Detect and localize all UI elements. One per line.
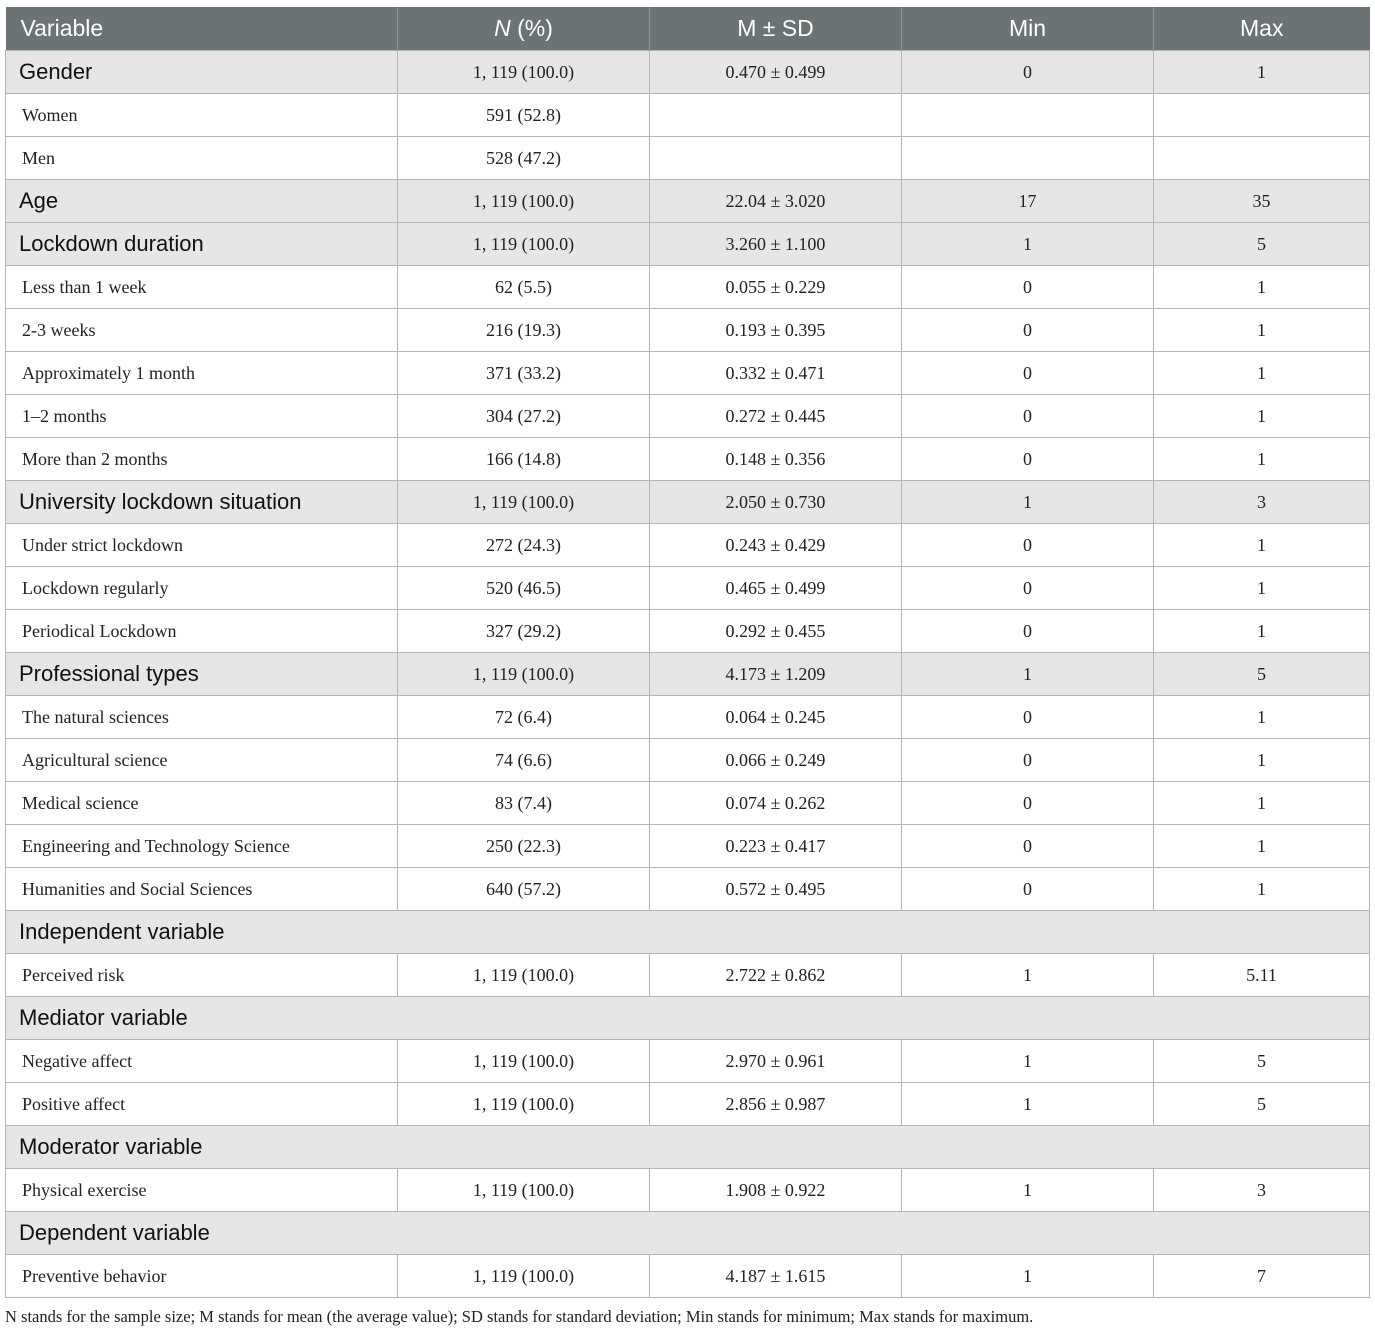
cell-max: 5 [1154,653,1370,696]
cell-max: 1 [1154,309,1370,352]
cell-min: 1 [902,1040,1154,1083]
cell-min: 0 [902,825,1154,868]
cell-mean-sd: 2.722 ± 0.862 [650,954,902,997]
cell-mean-sd: 0.223 ± 0.417 [650,825,902,868]
cell-mean-sd: 4.173 ± 1.209 [650,653,902,696]
cell-mean-sd: 2.050 ± 0.730 [650,481,902,524]
section-label: Moderator variable [6,1126,1370,1169]
cell-n-percent: 1, 119 (100.0) [398,1040,650,1083]
cell-max [1154,137,1370,180]
cell-mean-sd: 2.856 ± 0.987 [650,1083,902,1126]
cell-max: 35 [1154,180,1370,223]
cell-min: 0 [902,782,1154,825]
cell-n-percent: 83 (7.4) [398,782,650,825]
group-row [6,180,1370,223]
cell-mean-sd: 0.272 ± 0.445 [650,395,902,438]
cell-min [902,94,1154,137]
cell-min: 1 [902,223,1154,266]
table-body [6,51,1370,1298]
cell-max: 1 [1154,739,1370,782]
section-label: Mediator variable [6,997,1370,1040]
row-label: Periodical Lockdown [6,610,398,653]
cell-max: 5.11 [1154,954,1370,997]
cell-max: 1 [1154,395,1370,438]
cell-max: 1 [1154,438,1370,481]
row-label: Professional types [6,653,398,696]
row-label: Agricultural science [6,739,398,782]
section-row [6,1212,1370,1255]
cell-min: 0 [902,696,1154,739]
cell-mean-sd: 3.260 ± 1.100 [650,223,902,266]
group-row [6,51,1370,94]
cell-min: 1 [902,1169,1154,1212]
table-row [6,696,1370,739]
header-n-percent [398,7,650,51]
cell-mean-sd: 0.465 ± 0.499 [650,567,902,610]
cell-mean-sd: 0.470 ± 0.499 [650,51,902,94]
cell-min: 0 [902,266,1154,309]
cell-n-percent: 1, 119 (100.0) [398,1169,650,1212]
cell-mean-sd: 0.074 ± 0.262 [650,782,902,825]
table-row [6,438,1370,481]
row-label: University lockdown situation [6,481,398,524]
cell-mean-sd: 0.572 ± 0.495 [650,868,902,911]
row-label: Lockdown duration [6,223,398,266]
cell-max: 1 [1154,524,1370,567]
table-row [6,309,1370,352]
cell-n-percent: 327 (29.2) [398,610,650,653]
table-row [6,610,1370,653]
section-label: Independent variable [6,911,1370,954]
table-row [6,868,1370,911]
row-label: Preventive behavior [6,1255,398,1298]
cell-max: 1 [1154,567,1370,610]
cell-max: 1 [1154,782,1370,825]
row-label: 2-3 weeks [6,309,398,352]
cell-n-percent: 74 (6.6) [398,739,650,782]
cell-n-percent: 591 (52.8) [398,94,650,137]
cell-max: 3 [1154,481,1370,524]
cell-n-percent: 1, 119 (100.0) [398,1255,650,1298]
cell-max [1154,94,1370,137]
cell-n-percent: 166 (14.8) [398,438,650,481]
cell-mean-sd: 0.292 ± 0.455 [650,610,902,653]
row-label: Less than 1 week [6,266,398,309]
cell-min: 17 [902,180,1154,223]
cell-n-percent: 1, 119 (100.0) [398,1083,650,1126]
table-row [6,1169,1370,1212]
table-row [6,137,1370,180]
cell-n-percent: 520 (46.5) [398,567,650,610]
cell-min: 0 [902,309,1154,352]
cell-mean-sd: 22.04 ± 3.020 [650,180,902,223]
table-row [6,395,1370,438]
cell-n-percent: 304 (27.2) [398,395,650,438]
cell-max: 1 [1154,696,1370,739]
row-label: The natural sciences [6,696,398,739]
row-label: Physical exercise [6,1169,398,1212]
cell-mean-sd: 0.332 ± 0.471 [650,352,902,395]
row-label: Men [6,137,398,180]
row-label: Positive affect [6,1083,398,1126]
table-row [6,739,1370,782]
cell-min: 1 [902,653,1154,696]
row-label: More than 2 months [6,438,398,481]
row-label: Engineering and Technology Science [6,825,398,868]
header-min: Min [902,7,1154,51]
cell-mean-sd: 0.148 ± 0.356 [650,438,902,481]
cell-n-percent: 1, 119 (100.0) [398,51,650,94]
cell-mean-sd: 0.064 ± 0.245 [650,696,902,739]
descriptive-statistics-table-container [5,7,1369,1298]
section-row [6,911,1370,954]
table-row [6,825,1370,868]
row-label: Humanities and Social Sciences [6,868,398,911]
table-row [6,1040,1370,1083]
cell-min: 0 [902,438,1154,481]
header-max: Max [1154,7,1370,51]
cell-max: 3 [1154,1169,1370,1212]
cell-n-percent: 1, 119 (100.0) [398,653,650,696]
cell-min: 0 [902,524,1154,567]
cell-max: 1 [1154,352,1370,395]
table-row [6,567,1370,610]
table-row [6,94,1370,137]
row-label: Negative affect [6,1040,398,1083]
cell-min: 0 [902,51,1154,94]
cell-max: 5 [1154,1040,1370,1083]
cell-mean-sd: 4.187 ± 1.615 [650,1255,902,1298]
cell-n-percent: 371 (33.2) [398,352,650,395]
section-label: Dependent variable [6,1212,1370,1255]
cell-mean-sd: 0.193 ± 0.395 [650,309,902,352]
row-label: Approximately 1 month [6,352,398,395]
cell-n-percent: 1, 119 (100.0) [398,481,650,524]
table-row [6,1255,1370,1298]
cell-n-percent: 250 (22.3) [398,825,650,868]
cell-n-percent: 1, 119 (100.0) [398,180,650,223]
cell-n-percent: 72 (6.4) [398,696,650,739]
group-row [6,653,1370,696]
table-row [6,954,1370,997]
row-label: Women [6,94,398,137]
row-label: Medical science [6,782,398,825]
cell-max: 1 [1154,825,1370,868]
cell-n-percent: 272 (24.3) [398,524,650,567]
cell-mean-sd: 2.970 ± 0.961 [650,1040,902,1083]
cell-min [902,137,1154,180]
section-row [6,997,1370,1040]
cell-min: 0 [902,610,1154,653]
cell-min: 0 [902,395,1154,438]
cell-min: 0 [902,352,1154,395]
section-row [6,1126,1370,1169]
cell-max: 5 [1154,223,1370,266]
header-n-italic: N [494,15,511,41]
table-row [6,524,1370,567]
group-row [6,223,1370,266]
cell-max: 1 [1154,868,1370,911]
cell-min: 1 [902,481,1154,524]
cell-min: 0 [902,739,1154,782]
cell-n-percent: 216 (19.3) [398,309,650,352]
header-n-rest: (%) [510,15,553,41]
cell-mean-sd: 0.055 ± 0.229 [650,266,902,309]
cell-n-percent: 1, 119 (100.0) [398,223,650,266]
row-label: Perceived risk [6,954,398,997]
header-variable: Variable [6,7,398,51]
cell-mean-sd: 1.908 ± 0.922 [650,1169,902,1212]
table-header-row [6,7,1370,51]
header-mean-sd: M ± SD [650,7,902,51]
table-row [6,352,1370,395]
row-label: Lockdown regularly [6,567,398,610]
row-label: Under strict lockdown [6,524,398,567]
cell-n-percent: 640 (57.2) [398,868,650,911]
cell-max: 7 [1154,1255,1370,1298]
cell-n-percent: 1, 119 (100.0) [398,954,650,997]
cell-max: 5 [1154,1083,1370,1126]
table-row [6,782,1370,825]
table-row [6,266,1370,309]
cell-min: 0 [902,567,1154,610]
cell-mean-sd: 0.243 ± 0.429 [650,524,902,567]
cell-min: 1 [902,1255,1154,1298]
cell-max: 1 [1154,266,1370,309]
cell-max: 1 [1154,610,1370,653]
row-label: 1–2 months [6,395,398,438]
table-row [6,1083,1370,1126]
group-row [6,481,1370,524]
row-label: Age [6,180,398,223]
cell-mean-sd [650,137,902,180]
cell-mean-sd [650,94,902,137]
cell-min: 1 [902,954,1154,997]
descriptive-statistics-table [5,7,1370,1298]
cell-min: 0 [902,868,1154,911]
table-footnote: N stands for the sample size; M stands for mean (the average value); SD stands for standard deviation; Min stands for minimum; Max stands for maximum. [5,1307,1034,1326]
cell-min: 1 [902,1083,1154,1126]
cell-n-percent: 62 (5.5) [398,266,650,309]
cell-n-percent: 528 (47.2) [398,137,650,180]
row-label: Gender [6,51,398,94]
cell-mean-sd: 0.066 ± 0.249 [650,739,902,782]
cell-max: 1 [1154,51,1370,94]
